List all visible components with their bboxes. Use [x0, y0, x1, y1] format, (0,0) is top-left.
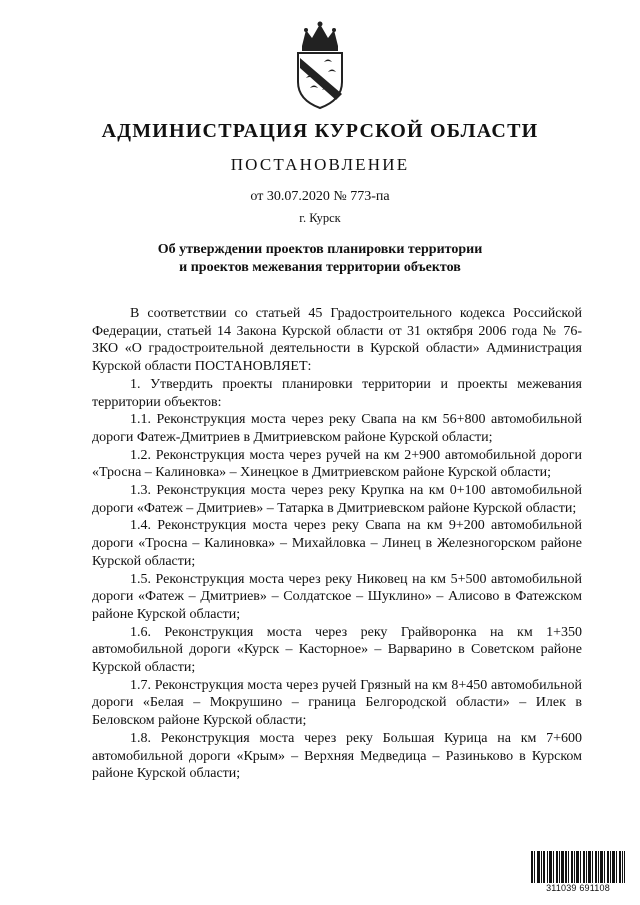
document-type: ПОСТАНОВЛЕНИЕ	[230, 155, 410, 174]
item-1-6: 1.6. Реконструкция моста через реку Грайворонка на км 1+350 автомобильной дороги «Курск – Касторное» – Варварино в Советском районе Курской области;	[92, 624, 582, 676]
document-body	[92, 305, 582, 783]
item-1: 1. Утвердить проекты планировки территории и проекты межевания территории объектов:	[92, 376, 582, 410]
barcode-icon	[530, 851, 626, 893]
subject-line-2: и проектов межевания территории объектов	[179, 260, 461, 275]
item-1-8: 1.8. Реконструкция моста через реку Большая Курица на км 7+600 автомобильной дороги «Крым» – Верхняя Медведица – Разиньково в Курском районе Курской области;	[92, 730, 582, 782]
item-1-2: 1.2. Реконструкция моста через ручей на км 2+900 автомобильной дороги «Тросна – Калиновка» – Хинецкое в Дмитриевском районе Курской области;	[92, 447, 582, 481]
barcode-digits: 311039 691108	[530, 883, 626, 893]
item-1-1: 1.1. Реконструкция моста через реку Свапа на км 56+800 автомобильной дороги Фатеж-Дмитриев в Дмитриевском районе Курской области;	[92, 412, 582, 445]
preamble-paragraph: В соответствии со статьей 45 Градостроительного кодекса Российской Федерации, статьей 14 Закона Курской области от 31 октября 2006 года № 76-ЗКО «О градостроительной деятельности в Курской области» Администрация Курской области ПОСТАНОВЛЯЕТ:	[92, 306, 582, 375]
document-city: г. Курск	[299, 211, 341, 225]
document-subject	[100, 241, 540, 277]
coat-of-arms-icon	[288, 20, 352, 110]
document-date-number: от 30.07.2020 № 773-па	[250, 189, 390, 204]
item-1-4: 1.4. Реконструкция моста через реку Свапа на км 9+200 автомобильной дороги «Тросна – Калиновка» – Михайловка – Линец в Железногорском районе Курской области;	[92, 518, 582, 569]
organization-title: АДМИНИСТРАЦИЯ КУРСКОЙ ОБЛАСТИ	[101, 120, 539, 142]
item-1-7: 1.7. Реконструкция моста через ручей Грязный на км 8+450 автомобильной дороги «Белая – Мокрушино – граница Белгородской области» – Илек в Беловском районе Курской области;	[92, 677, 582, 729]
item-1-3: 1.3. Реконструкция моста через реку Крупка на км 0+100 автомобильной дороги «Фатеж – Дмитриев» – Татарка в Дмитриевском районе Курской области;	[92, 483, 582, 516]
item-1-5: 1.5. Реконструкция моста через реку Никовец на км 5+500 автомобильной дороги «Фатеж – Дмитриев» – Солдатское – Шуклино» – Алисово в Фатежском районе Курской области;	[92, 571, 582, 622]
subject-line-1: Об утверждении проектов планировки территории	[157, 242, 483, 257]
